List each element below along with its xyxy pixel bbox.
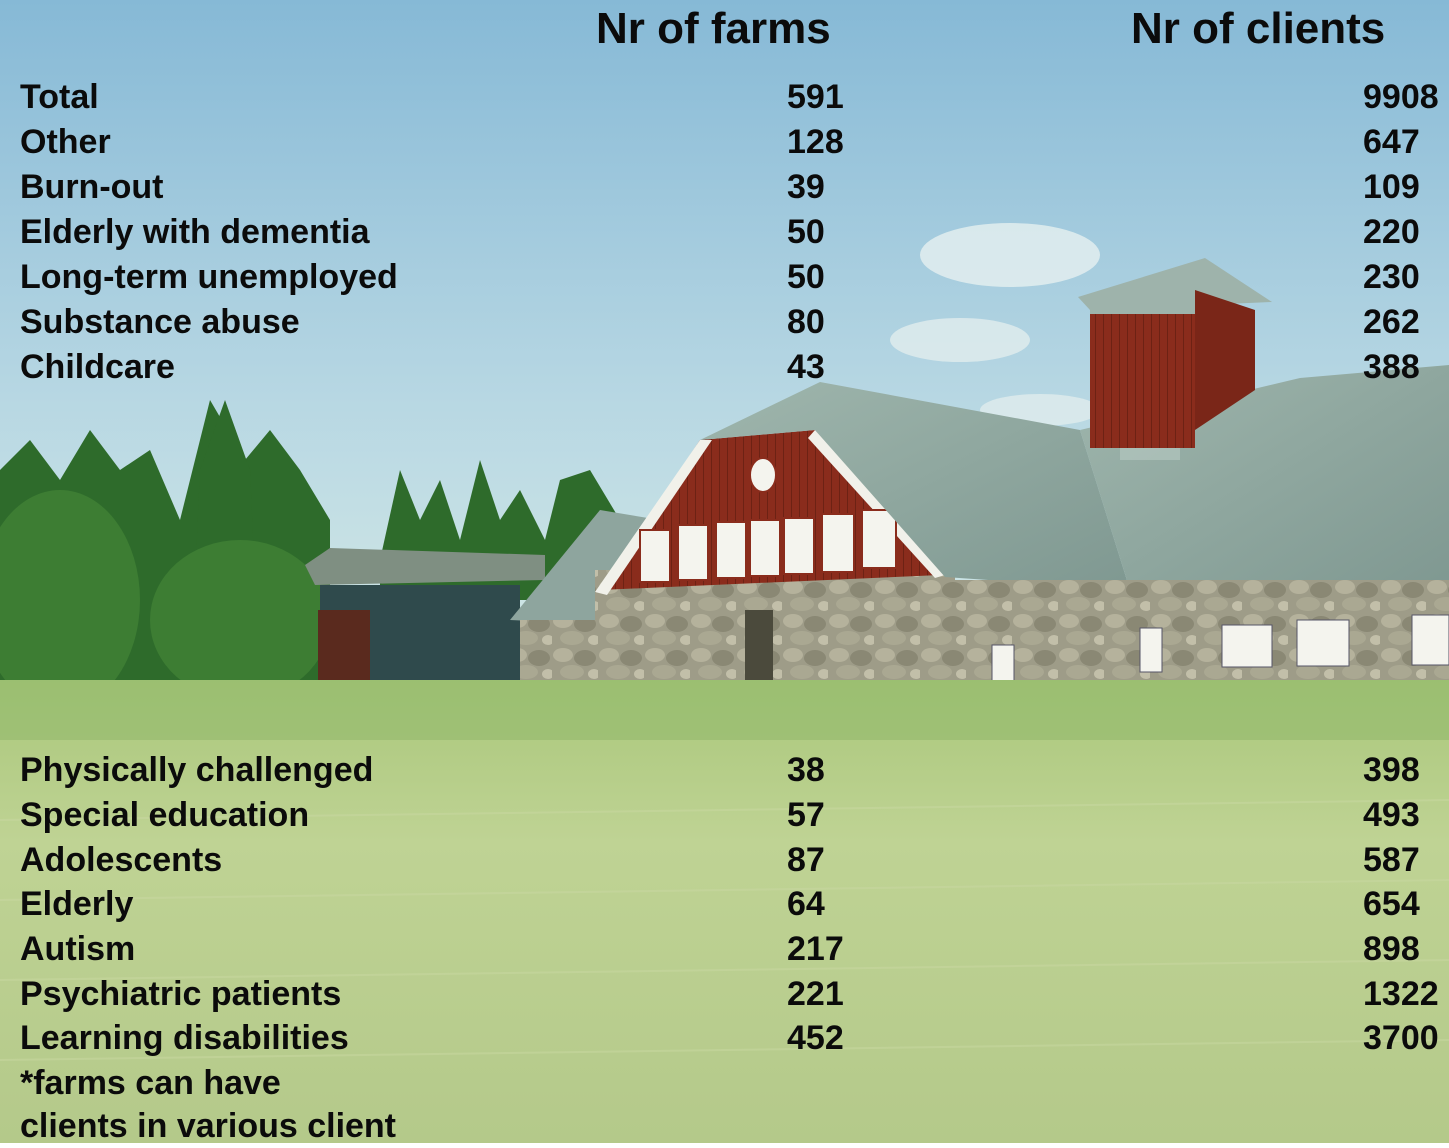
row-label: Elderly with dementia	[20, 213, 370, 251]
column-header-farms: Nr of farms	[596, 4, 831, 53]
footnote-line-1: *farms can have	[20, 1064, 281, 1102]
row-label: Burn-out	[20, 168, 164, 206]
farms-value: 591	[787, 78, 844, 116]
row-label: Substance abuse	[20, 303, 300, 341]
row-label: Total	[20, 78, 99, 116]
row-label: Adolescents	[20, 841, 223, 879]
clients-value: 1322	[1363, 975, 1439, 1013]
row-label: Elderly	[20, 885, 134, 923]
clients-value: 493	[1363, 796, 1420, 834]
farms-value: 128	[787, 123, 844, 161]
row-label: Physically challenged	[20, 751, 374, 789]
clients-value: 3700	[1363, 1019, 1439, 1057]
clients-value: 398	[1363, 751, 1420, 789]
clients-value: 9908	[1363, 78, 1439, 116]
clients-value: 262	[1363, 303, 1420, 341]
clients-value: 220	[1363, 213, 1420, 251]
farms-value: 38	[787, 751, 825, 789]
row-label: Special education	[20, 796, 310, 834]
farms-value: 64	[787, 885, 825, 923]
clients-value: 898	[1363, 930, 1420, 968]
farms-value: 87	[787, 841, 825, 879]
farms-value: 80	[787, 303, 825, 341]
row-label: Childcare	[20, 348, 175, 386]
row-label: Other	[20, 123, 111, 161]
farms-value: 57	[787, 796, 825, 834]
clients-value: 587	[1363, 841, 1420, 879]
clients-value: 230	[1363, 258, 1420, 296]
clients-value: 388	[1363, 348, 1420, 386]
farms-value: 50	[787, 258, 825, 296]
row-label: Psychiatric patients	[20, 975, 342, 1013]
clients-value: 109	[1363, 168, 1420, 206]
clients-value: 654	[1363, 885, 1420, 923]
farms-value: 217	[787, 930, 844, 968]
clients-value: 647	[1363, 123, 1420, 161]
farms-value: 43	[787, 348, 825, 386]
farms-value: 221	[787, 975, 844, 1013]
farms-value: 50	[787, 213, 825, 251]
footnote-line-2: clients in various client	[20, 1107, 397, 1145]
row-label: Learning disabilities	[20, 1019, 349, 1057]
row-label: Long-term unemployed	[20, 258, 398, 296]
row-label: Autism	[20, 930, 136, 968]
farms-value: 39	[787, 168, 825, 206]
column-header-clients: Nr of clients	[1131, 4, 1386, 53]
farms-value: 452	[787, 1019, 844, 1057]
